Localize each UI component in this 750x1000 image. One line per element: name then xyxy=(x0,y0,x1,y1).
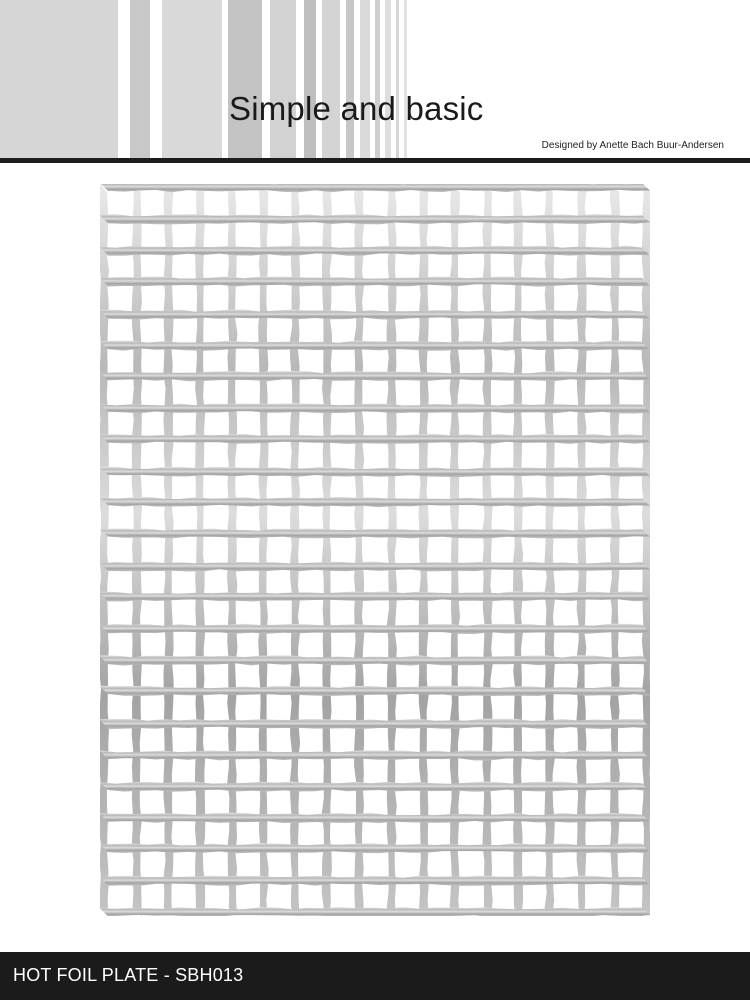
product-label: HOT FOIL PLATE - SBH013 xyxy=(13,965,244,985)
grid-horizontal-bar xyxy=(100,876,650,886)
grid-horizontal-bar xyxy=(100,907,650,916)
grid-pattern xyxy=(100,184,650,916)
grid-horizontal-bar xyxy=(100,813,650,823)
grid-horizontal-bar xyxy=(100,655,650,665)
grid-horizontal-bar xyxy=(100,276,650,286)
grid-horizontal-bar xyxy=(100,214,650,224)
grid-vertical-bar xyxy=(322,184,332,916)
grid-vertical-bar xyxy=(163,184,173,916)
grid-horizontal-bar xyxy=(100,341,650,351)
grid-horizontal-bar xyxy=(100,591,650,601)
grid-vertical-bar xyxy=(132,184,142,916)
grid-vertical-bar xyxy=(258,184,268,916)
grid-vertical-bar xyxy=(227,184,237,916)
grid-vertical-bar xyxy=(482,184,492,916)
grid-vertical-bar xyxy=(354,184,364,916)
brand-header xyxy=(0,0,750,168)
grid-vertical-bar xyxy=(419,184,429,916)
grid-horizontal-bar xyxy=(100,843,650,853)
grid-horizontal-bar xyxy=(100,184,650,192)
grid-horizontal-bar xyxy=(100,561,650,571)
grid-vertical-bar xyxy=(545,184,555,916)
grid-horizontal-bar xyxy=(100,371,650,381)
grid-horizontal-bar xyxy=(100,467,650,477)
grid-horizontal-bar xyxy=(100,624,650,634)
grid-vertical-bar xyxy=(513,184,523,916)
brand-title: Simple and basic xyxy=(229,90,484,127)
grid-horizontal-bar xyxy=(100,403,650,413)
grid-vertical-bar xyxy=(100,184,109,916)
hot-foil-plate-image xyxy=(100,184,650,916)
designer-credit: Designed by Anette Bach Buur-Andersen xyxy=(541,140,724,151)
product-footer xyxy=(0,952,750,1000)
grid-vertical-bar xyxy=(610,184,620,916)
grid-horizontal-bar xyxy=(100,719,650,729)
grid-horizontal-bar xyxy=(100,434,650,444)
grid-horizontal-bar xyxy=(100,497,650,507)
grid-horizontal-bar xyxy=(100,309,650,319)
grid-vertical-bar xyxy=(642,184,650,916)
stripe-pattern xyxy=(0,0,430,160)
grid-vertical-bar xyxy=(577,184,587,916)
grid-vertical-bar xyxy=(450,184,460,916)
grid-horizontal-bar xyxy=(100,686,650,696)
grid-vertical-bar xyxy=(290,184,300,916)
grid-vertical-bar xyxy=(387,184,397,916)
grid-horizontal-bar xyxy=(100,528,650,538)
header-divider xyxy=(0,158,750,163)
grid-horizontal-bar xyxy=(100,750,650,760)
grid-vertical-bar xyxy=(195,184,205,916)
grid-horizontal-bar xyxy=(100,246,650,256)
grid-horizontal-bar xyxy=(100,782,650,792)
